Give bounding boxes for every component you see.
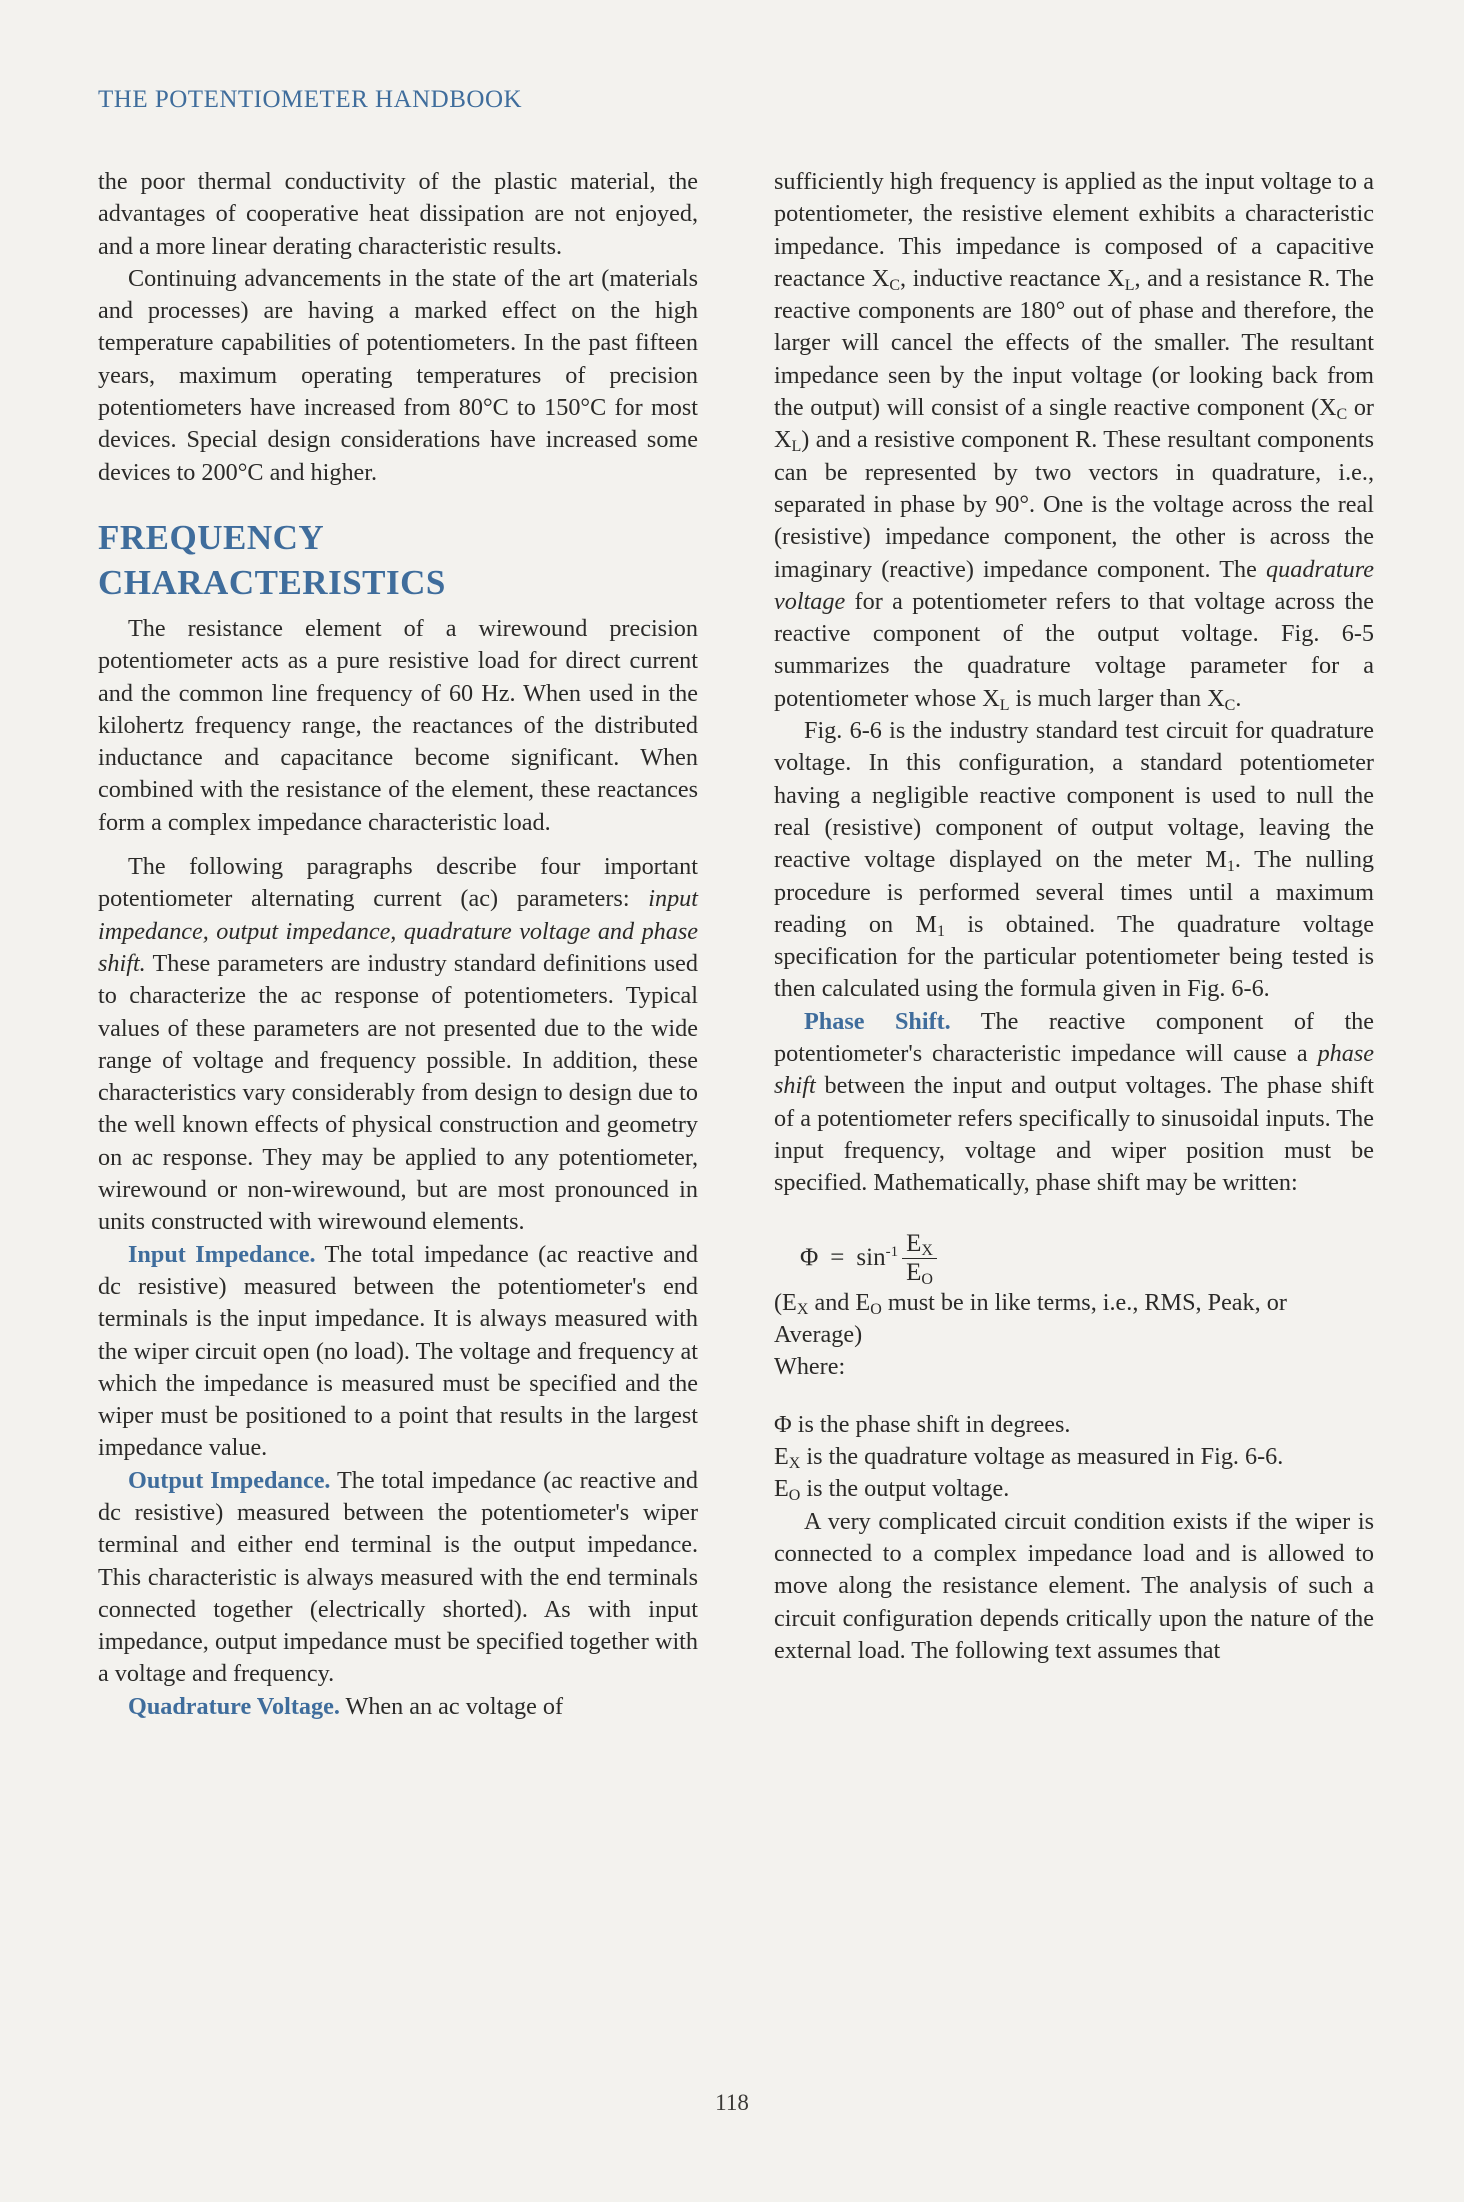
subscript: C	[889, 276, 901, 294]
subscript: L	[999, 696, 1010, 714]
definition-item	[774, 1441, 1374, 1473]
definition-item: Φ is the phase shift in degrees.	[774, 1410, 1071, 1438]
subscript: 1	[936, 922, 945, 940]
formula-note	[774, 1287, 1374, 1351]
text-run: The total impedance (ac reactive and dc resistive) measured between the potentiometer's wiper terminal and either end terminal is the output impedance. This characteristic is always measured with the end terminals connected together (electrically shorted). As with input impedance, output impedance must be specified together with a voltage and frequency.	[98, 1466, 698, 1688]
left-column	[98, 166, 698, 1723]
text-run: E	[774, 1443, 789, 1471]
paragraph-output-impedance	[98, 1465, 698, 1691]
page-number: 118	[715, 2090, 749, 2115]
text-run: These parameters are industry standard definitions used to characterize the ac response of potentiometers. Typical values of these parameters are not presented due to the wide range of voltage and frequency possible. In addition, these characteristics vary considerably from design to design due to the well known effects of physical construction and geometry on ac response. They may be applied to any potentiometer, wirewound or non-wirewound, but are most pronounced in units constructed with wirewound elements.	[98, 949, 698, 1236]
text-run: , inductive reactance X	[900, 264, 1125, 292]
paragraph: A very complicated circuit condition exists if the wiper is connected to a complex impedance load and is allowed to move along the resistance element. The analysis of such a circuit configuration depends critically upon the nature of the external load. The following text assumes that	[774, 1507, 1374, 1664]
text-run: (E	[774, 1288, 797, 1316]
paragraph-phase-shift	[774, 1006, 1374, 1200]
emphasis-text: phase shift	[774, 1040, 1374, 1100]
subscript: L	[1124, 276, 1135, 294]
phase-shift-formula	[800, 1230, 1374, 1287]
emphasis-text: input impedance, output impedance, quadrature voltage and phase shift.	[98, 885, 698, 977]
section-heading	[98, 515, 698, 605]
subscript: L	[791, 438, 802, 456]
paragraph	[774, 166, 1374, 715]
where-label: Where:	[774, 1352, 846, 1380]
section-heading-line: CHARACTERISTICS	[98, 562, 446, 602]
subscript: X	[788, 1455, 801, 1473]
text-run: , and a resistance R. The reactive components are 180° out of phase and therefore, the larger will cancel the effects of the smaller. The resultant impedance seen by the input voltage (or looking back from the output) will consist of a single reactive component (X	[774, 264, 1374, 422]
definition-item	[774, 1473, 1374, 1505]
subscript: O	[788, 1487, 801, 1505]
paragraph: The resistance element of a wirewound precision potentiometer acts as a pure resistive load for direct current and the common line frequency of 60 Hz. When used in the kilohertz frequency range, the reactances of the distributed inductance and capacitance become significant. When combined with the resistance of the element, these reactances form a complex impedance characteristic load.	[98, 614, 698, 836]
text-run: sufficiently high frequency is applied as the input voltage to a potentiometer, the resistive element exhibits a characteristic impedance. This impedance is composed of a capacitive reactance X	[774, 168, 1374, 292]
formula-equals: =	[830, 1244, 845, 1271]
text-run: and E	[808, 1288, 871, 1316]
subscript: X	[796, 1300, 809, 1318]
formula-function	[856, 1243, 898, 1273]
text-run: sin	[856, 1244, 886, 1271]
text-run: must be in like terms, i.e., RMS, Peak, or Average)	[774, 1288, 1287, 1348]
text-run: The following paragraphs describe four important potentiometer alternating current (ac) parameters:	[98, 853, 698, 913]
superscript: -1	[885, 1244, 899, 1260]
text-run: The total impedance (ac reactive and dc resistive) measured between the potentiometer's end terminals is the input impedance. It is always measured with the wiper circuit open (no load). The voltage and frequency at which the impedance is measured must be specified and the wiper must be positioned to a point that results in the largest impedance value.	[98, 1240, 698, 1462]
text-run: Fig. 6-6 is the industry standard test circuit for quadrature voltage. In this configuration, a standard potentiometer having a negligible reactive component is used to null the real (resistive) component of output voltage, leaving the reactive voltage displayed on the meter M	[774, 717, 1374, 874]
subscript: 1	[1226, 858, 1235, 876]
text-run: E	[774, 1475, 789, 1503]
run-in-heading: Quadrature Voltage.	[128, 1692, 340, 1720]
fraction-denominator	[902, 1259, 937, 1287]
subscript: C	[1336, 406, 1348, 424]
text-run: The reactive component of the potentiometer's characteristic impedance will cause a	[774, 1007, 1374, 1068]
subscript: O	[921, 1270, 933, 1288]
subscript: O	[870, 1300, 882, 1318]
text-run: When an ac voltage of	[339, 1692, 564, 1720]
paragraph: the poor thermal conductivity of the plastic material, the advantages of cooperative heat dissipation are not enjoyed, and a more linear derating characteristic results.	[98, 168, 698, 260]
subscript: X	[921, 1241, 933, 1259]
text-run: between the input and output voltages. The phase shift of a potentiometer refers specifically to sinusoidal inputs. The input frequency, voltage and wiper position must be specified. Mathematically, phase shift may be written:	[774, 1072, 1374, 1197]
text-run: ) and a resistive component R. These resultant components can be represented by two vectors in quadrature, i.e., separated in phase by 90°. One is the voltage across the real (resistive) impedance component, the other is across the imaginary (reactive) impedance component. The	[774, 426, 1374, 583]
section-heading-line: FREQUENCY	[98, 517, 325, 557]
text-run: or X	[774, 394, 1374, 454]
text-run: for a potentiometer refers to that voltage across the reactive component of the output voltage. Fig. 6-5 summarizes the quadrature voltage parameter for a potentiometer whose X	[774, 587, 1374, 712]
paragraph	[98, 851, 698, 1239]
run-in-heading: Output Impedance.	[128, 1466, 331, 1494]
running-head: THE POTENTIOMETER HANDBOOK	[98, 86, 523, 113]
paragraph-input-impedance	[98, 1239, 698, 1465]
emphasis-text: quadrature voltage	[774, 555, 1374, 615]
formula-fraction	[902, 1230, 937, 1287]
formula-symbol: Φ	[800, 1244, 819, 1271]
fraction-numerator	[902, 1230, 937, 1259]
subscript: C	[1224, 696, 1236, 714]
text-run: is the quadrature voltage as measured in Fig. 6-6.	[800, 1443, 1284, 1471]
run-in-heading: Input Impedance.	[128, 1240, 316, 1268]
text-run: .	[1235, 684, 1242, 712]
text-run: is obtained. The quadrature voltage specification for the particular potentiometer being tested is then calculated using the formula given in Fig. 6-6.	[774, 910, 1374, 1003]
paragraph	[774, 715, 1374, 1006]
text-run: E	[906, 1258, 922, 1286]
run-in-heading: Phase Shift.	[804, 1007, 951, 1035]
text-run: is much larger than X	[1009, 684, 1225, 712]
right-column	[774, 166, 1374, 1667]
text-run: is the output voltage.	[800, 1475, 1010, 1503]
paragraph-quadrature-voltage	[98, 1691, 698, 1723]
text-run: . The nulling procedure is performed several times until a maximum reading on M	[774, 846, 1375, 938]
paragraph: Continuing advancements in the state of the art (materials and processes) are having a marked effect on the high temperature capabilities of potentiometers. In the past fifteen years, maximum operating temperatures of precision potentiometers have increased from 80°C to 150°C for most devices. Special design considerations have increased some devices to 200°C and higher.	[98, 264, 698, 486]
text-run: E	[906, 1229, 922, 1257]
